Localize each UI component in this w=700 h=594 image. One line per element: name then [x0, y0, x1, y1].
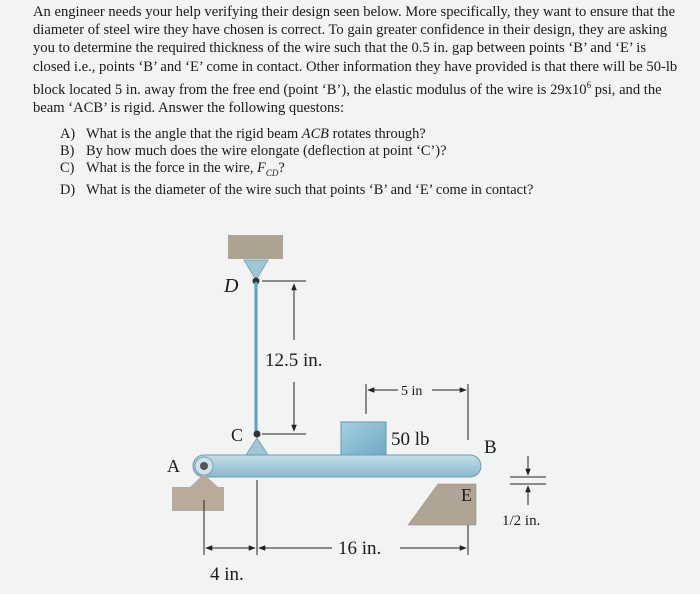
pin-c — [254, 431, 261, 438]
label-wire-length: 12.5 in. — [265, 350, 323, 371]
question-label: B) — [60, 143, 75, 160]
label-point-c: C — [231, 425, 244, 445]
label-span-ac: 4 in. — [210, 564, 244, 585]
question-text: What is the angle that the rigid beam ACB rotates through? — [86, 126, 426, 142]
rigid-beam-acb — [193, 455, 481, 477]
label-point-b: B — [484, 437, 497, 458]
ceiling-support — [228, 235, 283, 259]
question-text: What is the force in the wire, $F_{CD}$? — [86, 160, 285, 179]
label-point-e: E — [461, 485, 472, 505]
load-block — [341, 422, 386, 455]
ceiling-pin-triangle — [244, 260, 268, 280]
label-load: 50 lb — [391, 429, 430, 450]
label-point-d: D — [224, 275, 239, 297]
label-gap: 1/2 in. — [502, 513, 541, 529]
pin-c-bracket — [246, 438, 268, 455]
support-a — [172, 487, 224, 511]
problem-text: An engineer needs your help verifying their design seen below. More specifically, they want to ensure that the diameter of steel wire they have chosen is correct. To gain greater confidence in their design, they are asking you to determine the required thickness of the wire such that the 0.5 in. gap between points ‘B’ and ‘E’ is closed i.e., points ‘B’ and ‘E’ come in contact. Other information they have provided is that there will be 50-lb block located 5 in. away from the free end (point ‘B’), the elastic modulus of the wire is 29x10 — [33, 4, 678, 98]
modulus-exponent: 6 — [586, 79, 592, 90]
question-text: By how much does the wire elongate (deflection at point ‘C’)? — [86, 143, 447, 160]
label-span-cb: 16 in. — [338, 538, 382, 559]
question-label: C) — [60, 160, 75, 177]
label-block-offset: 5 in — [401, 384, 423, 399]
pin-a — [200, 462, 208, 470]
question-label: D) — [60, 182, 76, 199]
label-point-a: A — [167, 456, 180, 476]
problem-text-end: psi, and the beam ‘ACB’ is rigid. Answer the following questons: — [33, 81, 662, 116]
question-label: A) — [60, 126, 76, 142]
question-text: What is the diameter of the wire such that points ‘B’ and ‘E’ come in contact? — [86, 182, 534, 199]
